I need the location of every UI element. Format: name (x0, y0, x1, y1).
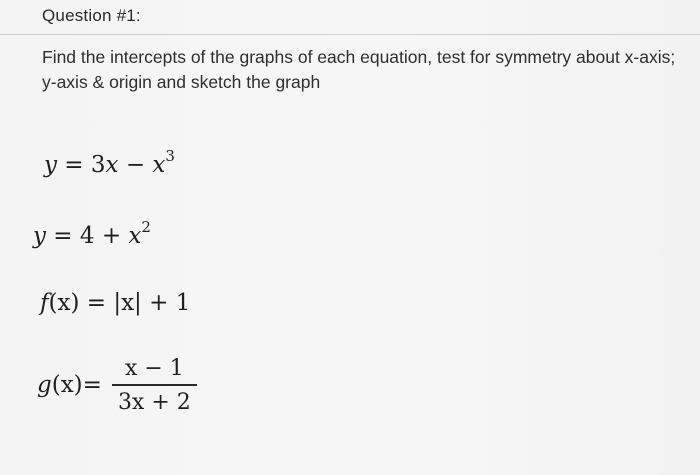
equation-1-var: x (105, 152, 119, 178)
equation-4-fraction (112, 356, 197, 415)
equation-4-lhs: g (37, 372, 52, 399)
divider (0, 34, 700, 35)
equation-1-rhs-a: = 3 (57, 152, 106, 178)
equation-2-var: x (128, 223, 142, 249)
equation-3 (40, 290, 190, 316)
equation-4 (37, 356, 197, 415)
equation-1-exponent: 3 (165, 147, 175, 165)
equation-1-lhs: y (44, 152, 57, 178)
equation-3-lhs: f (40, 290, 49, 316)
equation-4-arg: (x) (51, 372, 83, 399)
question-heading: Question #1: (42, 6, 141, 25)
equation-4-eq-sign: = (82, 372, 102, 399)
equation-2-lhs: y (33, 223, 46, 249)
equation-3-arg: (x) (48, 290, 80, 316)
equation-4-denominator: 3x + 2 (117, 389, 191, 415)
equation-1 (44, 147, 175, 178)
equation-4-numerator: x − 1 (124, 356, 184, 381)
equation-3-rhs: = |x| + 1 (79, 290, 191, 316)
equation-2-rhs-a: = 4 + (46, 223, 129, 249)
equation-2 (33, 218, 151, 249)
equation-1-rhs-b: − (118, 152, 153, 178)
question-instructions: Find the intercepts of the graphs of each equation, test for symmetry about x-axis; y-axis & origin and sketch the graph (42, 47, 676, 92)
equation-1-var2: x (152, 152, 166, 178)
equation-2-exponent: 2 (141, 218, 151, 236)
